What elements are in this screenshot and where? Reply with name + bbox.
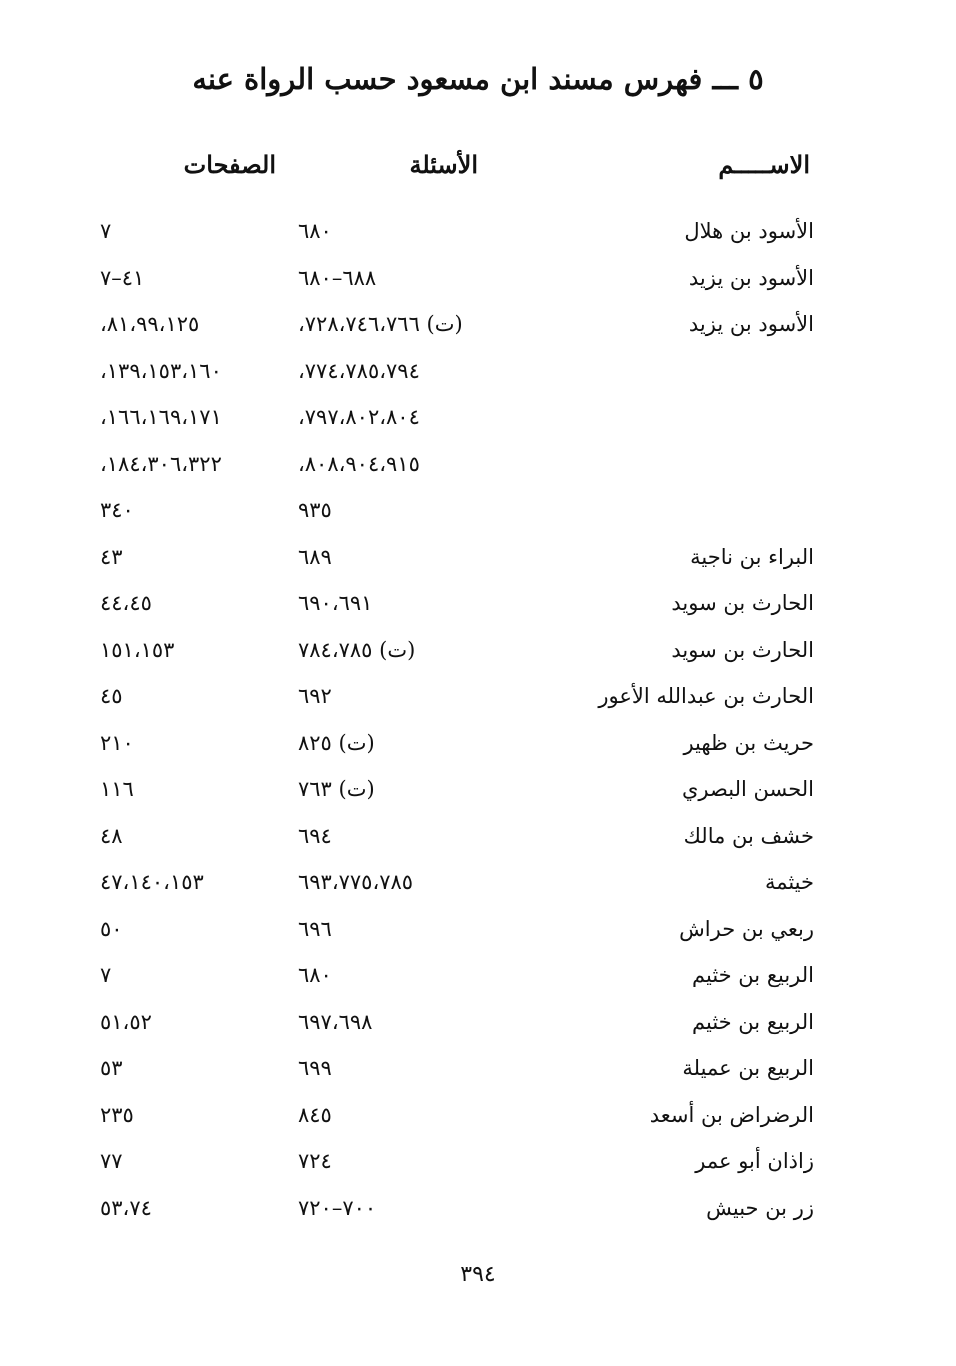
table-row — [0, 260, 956, 307]
question-numbers: ٦٩٤ — [298, 823, 332, 848]
question-numbers: ٦٩٧،٦٩٨ — [298, 1009, 373, 1034]
page-references: ٤٥ — [100, 684, 123, 708]
table-row — [0, 213, 956, 260]
narrator-name: الحارث بن عبدالله الأعور — [598, 684, 814, 708]
table-row — [0, 492, 956, 539]
narrator-name: الرضراض بن أسعد — [649, 1102, 814, 1127]
table-row — [0, 446, 956, 493]
page-references: ٤١–٧ — [100, 265, 145, 290]
page-references: ٣٤٠ — [100, 498, 134, 522]
question-numbers: ٧٧٤،٧٨٥،٧٩٤، — [298, 358, 420, 383]
table-row — [0, 399, 956, 446]
question-numbers: ٦٩٦ — [298, 916, 332, 941]
page-references: ٧٧ — [100, 1149, 123, 1173]
page-references: ٥١،٥٢ — [100, 1009, 152, 1034]
page-references: ٨١،٩٩،١٢٥، — [100, 312, 200, 336]
table-row — [0, 1004, 956, 1051]
narrator-name: الربيع بن عميلة — [682, 1056, 814, 1080]
page-references: ١٣٩،١٥٣،١٦٠، — [100, 358, 222, 383]
question-numbers: ٦٨٨–٦٨٠ — [298, 265, 377, 290]
table-row — [0, 911, 956, 958]
header-pages: الصفحات — [183, 150, 276, 179]
page-references: ١٦٦،١٦٩،١٧١، — [100, 405, 222, 429]
narrator-name: الحسن البصري — [682, 777, 814, 801]
narrator-name: الحارث بن سويد — [671, 591, 814, 615]
page-references: ٧ — [100, 963, 112, 987]
page-references: ٤٤،٤٥ — [100, 591, 152, 615]
narrator-name: الأسود بن يزيد — [688, 265, 814, 290]
table-row — [0, 771, 956, 818]
page-references: ١٨٤،٣٠٦،٣٢٢، — [100, 451, 222, 476]
narrator-name: الأسود بن يزيد — [688, 312, 814, 336]
page-references: ٤٧،١٤٠،١٥٣ — [100, 870, 204, 894]
table-row — [0, 306, 956, 353]
page-references: ٤٨ — [100, 823, 123, 848]
narrator-name: ربعي بن حراش — [679, 916, 814, 941]
table-row — [0, 725, 956, 772]
question-numbers: ٦٨٠ — [298, 963, 332, 987]
question-numbers: ٦٩٩ — [298, 1056, 332, 1080]
question-numbers: (ت) ٧٢٨،٧٤٦،٧٦٦، — [298, 312, 463, 336]
question-numbers: (ت) ٧٨٤،٧٨٥ — [298, 637, 416, 662]
page-references: ٢١٠ — [100, 730, 134, 755]
table-row — [0, 864, 956, 911]
question-numbers: (ت) ٧٦٣ — [298, 777, 375, 801]
question-numbers: ٨٠٨،٩٠٤،٩١٥، — [298, 451, 420, 476]
table-row — [0, 632, 956, 679]
narrator-name: خشف بن مالك — [683, 823, 814, 848]
table-row — [0, 678, 956, 725]
page-references: ١١٦ — [100, 777, 134, 801]
narrator-name: خيثمة — [764, 870, 814, 894]
page-title: ٥ ـــ فهرس مسند ابن مسعود حسب الرواة عنه — [192, 62, 764, 96]
question-numbers: ٨٤٥ — [298, 1102, 332, 1127]
table-row — [0, 957, 956, 1004]
table-row — [0, 818, 956, 865]
page-references: ٥٣،٧٤ — [100, 1195, 152, 1220]
table-row — [0, 353, 956, 400]
question-numbers: ٧٢٤ — [298, 1149, 332, 1173]
page-references: ٢٣٥ — [100, 1102, 134, 1127]
narrator-name: زاذان أبو عمر — [695, 1149, 814, 1173]
page-references: ٥٣ — [100, 1056, 123, 1080]
page-references: ٥٠ — [100, 916, 123, 941]
question-numbers: ٦٨٩ — [298, 544, 332, 569]
question-numbers: (ت) ٨٢٥ — [298, 730, 375, 755]
narrator-name: حريث بن ظهير — [683, 730, 814, 755]
narrator-name: الربيع بن خثيم — [692, 1009, 814, 1034]
question-numbers: ٦٩٢ — [298, 684, 332, 708]
narrator-name: الربيع بن خثيم — [692, 963, 814, 987]
narrator-name: البراء بن ناجية — [690, 544, 814, 569]
header-name: الاســـــم — [718, 150, 810, 179]
table-row — [0, 539, 956, 586]
narrator-name: الحارث بن سويد — [671, 637, 814, 662]
table-row — [0, 585, 956, 632]
header-questions: الأسئلة — [409, 150, 478, 179]
question-numbers: ٩٣٥ — [298, 498, 332, 522]
table-row — [0, 1143, 956, 1190]
table-row — [0, 1190, 956, 1237]
page-references: ٤٣ — [100, 544, 123, 569]
question-numbers: ٦٨٠ — [298, 219, 332, 243]
question-numbers: ٧٠٠–٧٢٠ — [298, 1195, 377, 1220]
index-table — [0, 213, 956, 1236]
page-references: ٧ — [100, 219, 112, 243]
question-numbers: ٦٩٠،٦٩١ — [298, 591, 373, 615]
page-number: ٣٩٤ — [460, 1262, 496, 1287]
narrator-name: الأسود بن هلال — [684, 219, 814, 243]
table-row — [0, 1097, 956, 1144]
question-numbers: ٦٩٣،٧٧٥،٧٨٥ — [298, 870, 414, 894]
question-numbers: ٧٩٧،٨٠٢،٨٠٤، — [298, 405, 420, 429]
page-references: ١٥١،١٥٣ — [100, 637, 175, 662]
narrator-name: زر بن حبيش — [706, 1195, 814, 1220]
table-row — [0, 1050, 956, 1097]
